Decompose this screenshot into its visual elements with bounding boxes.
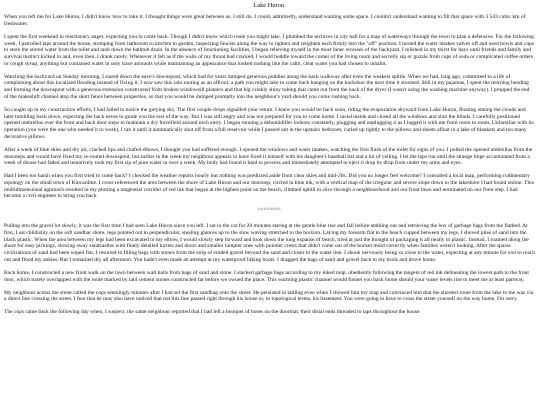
document-title: Lake Huron. — [253, 2, 286, 9]
paragraph: So caught up in my construction efforts, I had failed to notice the greying sky. The first couple drops signalled your return. I knew you would be back soon, riding the evaporation skyward from Lake Huron, floating among the clouds and later tumbling back down, expecting the back eaves to guide you the rest of the way. But I was still angry and was not prepared for you to come home. I raced inside and closed all the windows and shut the blinds. I carefully positioned opened umbrellas over the front and back door steps to maintain a dry forcefield around each entry. I began running a dehumidifier indoors constantly, plugging and unplugging it as I lugged it with me from room to room. Unfamiliar with its operation (you were the one who needed it to work), I ran it until it automatically shut off from a full reservoir while I passed out in the upstairs bedroom, curled up tightly to the pillows and sheets afloat in a lake of blankets and too many decorative pillows. — [4, 106, 534, 140]
paragraph: Back home, I constructed a new front walk on the lawn between wall balls from bags of sand and stone. I stacked garbage bags according to my inked map, obediently following the tangent of red ink delineating the lowest path to the front door, which barely overlapped with the route marked by laid cement stones constructed far before we owned the place. This warming plastic channel would funnel you back home should your water levels rise to meet me at least partway. — [4, 269, 529, 283]
paragraph: Watching the backyard on Sunday morning, I stared down the eave's downspout, which had for years dumped generous puddles along the back walkway after even the weakest spittle. When we had, long ago, committed to a life of complaining about this localized flooding instead of fixing it, I now saw this rain routing as an affront, a path you might take to come back banging on the backdoor the next time it stormed. Still in my pajamas, I spent the morning bending and forming the downspout with a generous extension constructed from broken windowsill planters and that big crinkly shiny tubing that came out from the back of the dryer (I wasn't using the washing machine anyway). I propped the end of the makeshift channel atop the short fence between properties, so that you would be dumped promptly into the neighbour's yard should you come rushing back. — [4, 73, 530, 100]
paragraph: When you left me for Lake Huron, I didn't know how to take it. I thought things were great between us. I still do. I could, admittedly, understand wanting some space. I couldn't understand wanting to fill that space with 3 543 cubic km of freshwater. — [4, 14, 526, 27]
paragraph: Had I been too harsh when you first tried to come back? I checked the weather reports hourly but nothing was predicted aside from clear skies and mid-20s. Did you no longer feel welcome? I consulted a local map, performing rudimentary topology on the small town of Kincardine. I cross-referenced the area between the shore of Lake Huron and our doorstep, circled in blue ink, with a vertical map of the irregular and severe slope down to the lakeshore I had found online. This multidimensional approach resulted in my plotting a tangential corridor of red ink that began at the highest point on the beach, climbed uphill to slice through a neighbourhood and our front lawn and terminated on our front step. I had become a civil engineer to bring you back. — [4, 173, 534, 200]
paragraph: The cops came back the following day when, I suspect, the same neighbour reported that I had left a bouquet of hoses on the doormat, their distal ends threaded to taps throughout the house. — [4, 309, 421, 316]
section-separator: ^^^^^^^^ — [257, 206, 282, 213]
paragraph: After a week of blue skies and dry air, cracked lips and chafed elbows, I thought you had suffered enough. I opened the windows and water intakes, watching the first flush of the toilet for signs of you. I pulled the opened umbrellas from the doorsteps and would have fixed my re-routed downspout, but earlier in the week my neighbour appears to have fixed it himself with his daughter's baseball bat and a lot of yelling. I let the taps run until the strange tinge accumulated from a week of disuse had faded and tentatively took my first sip of pure water in over a week. My body had found it hard to process and immediately attempted to eject it drop by drop from under my arms and eyes. — [4, 146, 533, 167]
paragraph: Pulling into the gravel lot slowly, it was the first time I had seen Lake Huron since you left. I sat in the car for 20 minutes staring at the gentle blue rise and fall before ambling out and retrieving the box of garbage bags from the flatbed. At first, I sat childishly on the soft sandbar shore, legs pointed out in perpendicular, stealing glances up to the slow waving stretched to the horizon. Laying my forearm flat to the beach cupped between my legs, I shoved piles of sand into the black plastic. When the area between my legs had been excavated to my elbow, I would slowly step forward and look down the long expanse of beach, tried at just the thought of packaging it all neatly in plastic. Instead, I roamed along the shore for easy pickings, stowing away sandcastles with finely detailed turrets and doors and smaller lumpier ones with pointier crests that didn't come out of the bucket mold correctly when families weren't looking. After the sparse civilizations of sand had been wiped flat, I resorted to filling bags with stones from the strip of eroded gravel beyond the sand and closer to the water line. I shook nervously being so close to the water, expecting at any minute for you to reach out and flood my ankles. But I remained dry all afternoon. You hadn't even made an attempt at my waterproof hiking boots. I dragged the bags of sand and gravel back to my truck and drove home. — [4, 223, 535, 263]
paragraph: My neighbour across the street called the cops seemingly minutes after I had set the first sandbag onto the street. He persisted in tattling even when I showed him my map and convinced him that the shortest route from the lake to me was via a direct line crossing the street. I fear that he may also have noticed that not this line passed right through his house or, in topological terms, his basement. You were going to have to cross the street yourself on the way home, I'm sorry. — [4, 289, 534, 303]
paragraph: I spent the first weekend in reactionary anger, expecting you to come back. Though I didn't know which route you might take. I plumbed the archives in city hall for a map of waterways through the town to plan a defensive. For the following week, I patrolled laps around the house, stomping from bathroom to kitchen to garden, inspecting faucets along the way to tighten and retighten each firmly into the "off" position. I turned the water intakes valves off and used bowls and cups to store the stored water from the toilet and tank down the bathtub drain. In the absence of functioning facilities, I began relieving myself in the most inner recesses of the backyard. I relished in my thirst for days until friends and family and survival instinct kicked in and, even then, I drank rarely. Whenever it felt as if the walls of my throat had cracked, I would huddle toward the corner of the living room and secretly sip or guzzle from cups of soda or complicated coffee orders or cough syrup, anything but contained water in only trace amounts while maintaining an appearance that looked nothing like the calm, clear water you had chosen to inhabit. — [4, 33, 535, 67]
